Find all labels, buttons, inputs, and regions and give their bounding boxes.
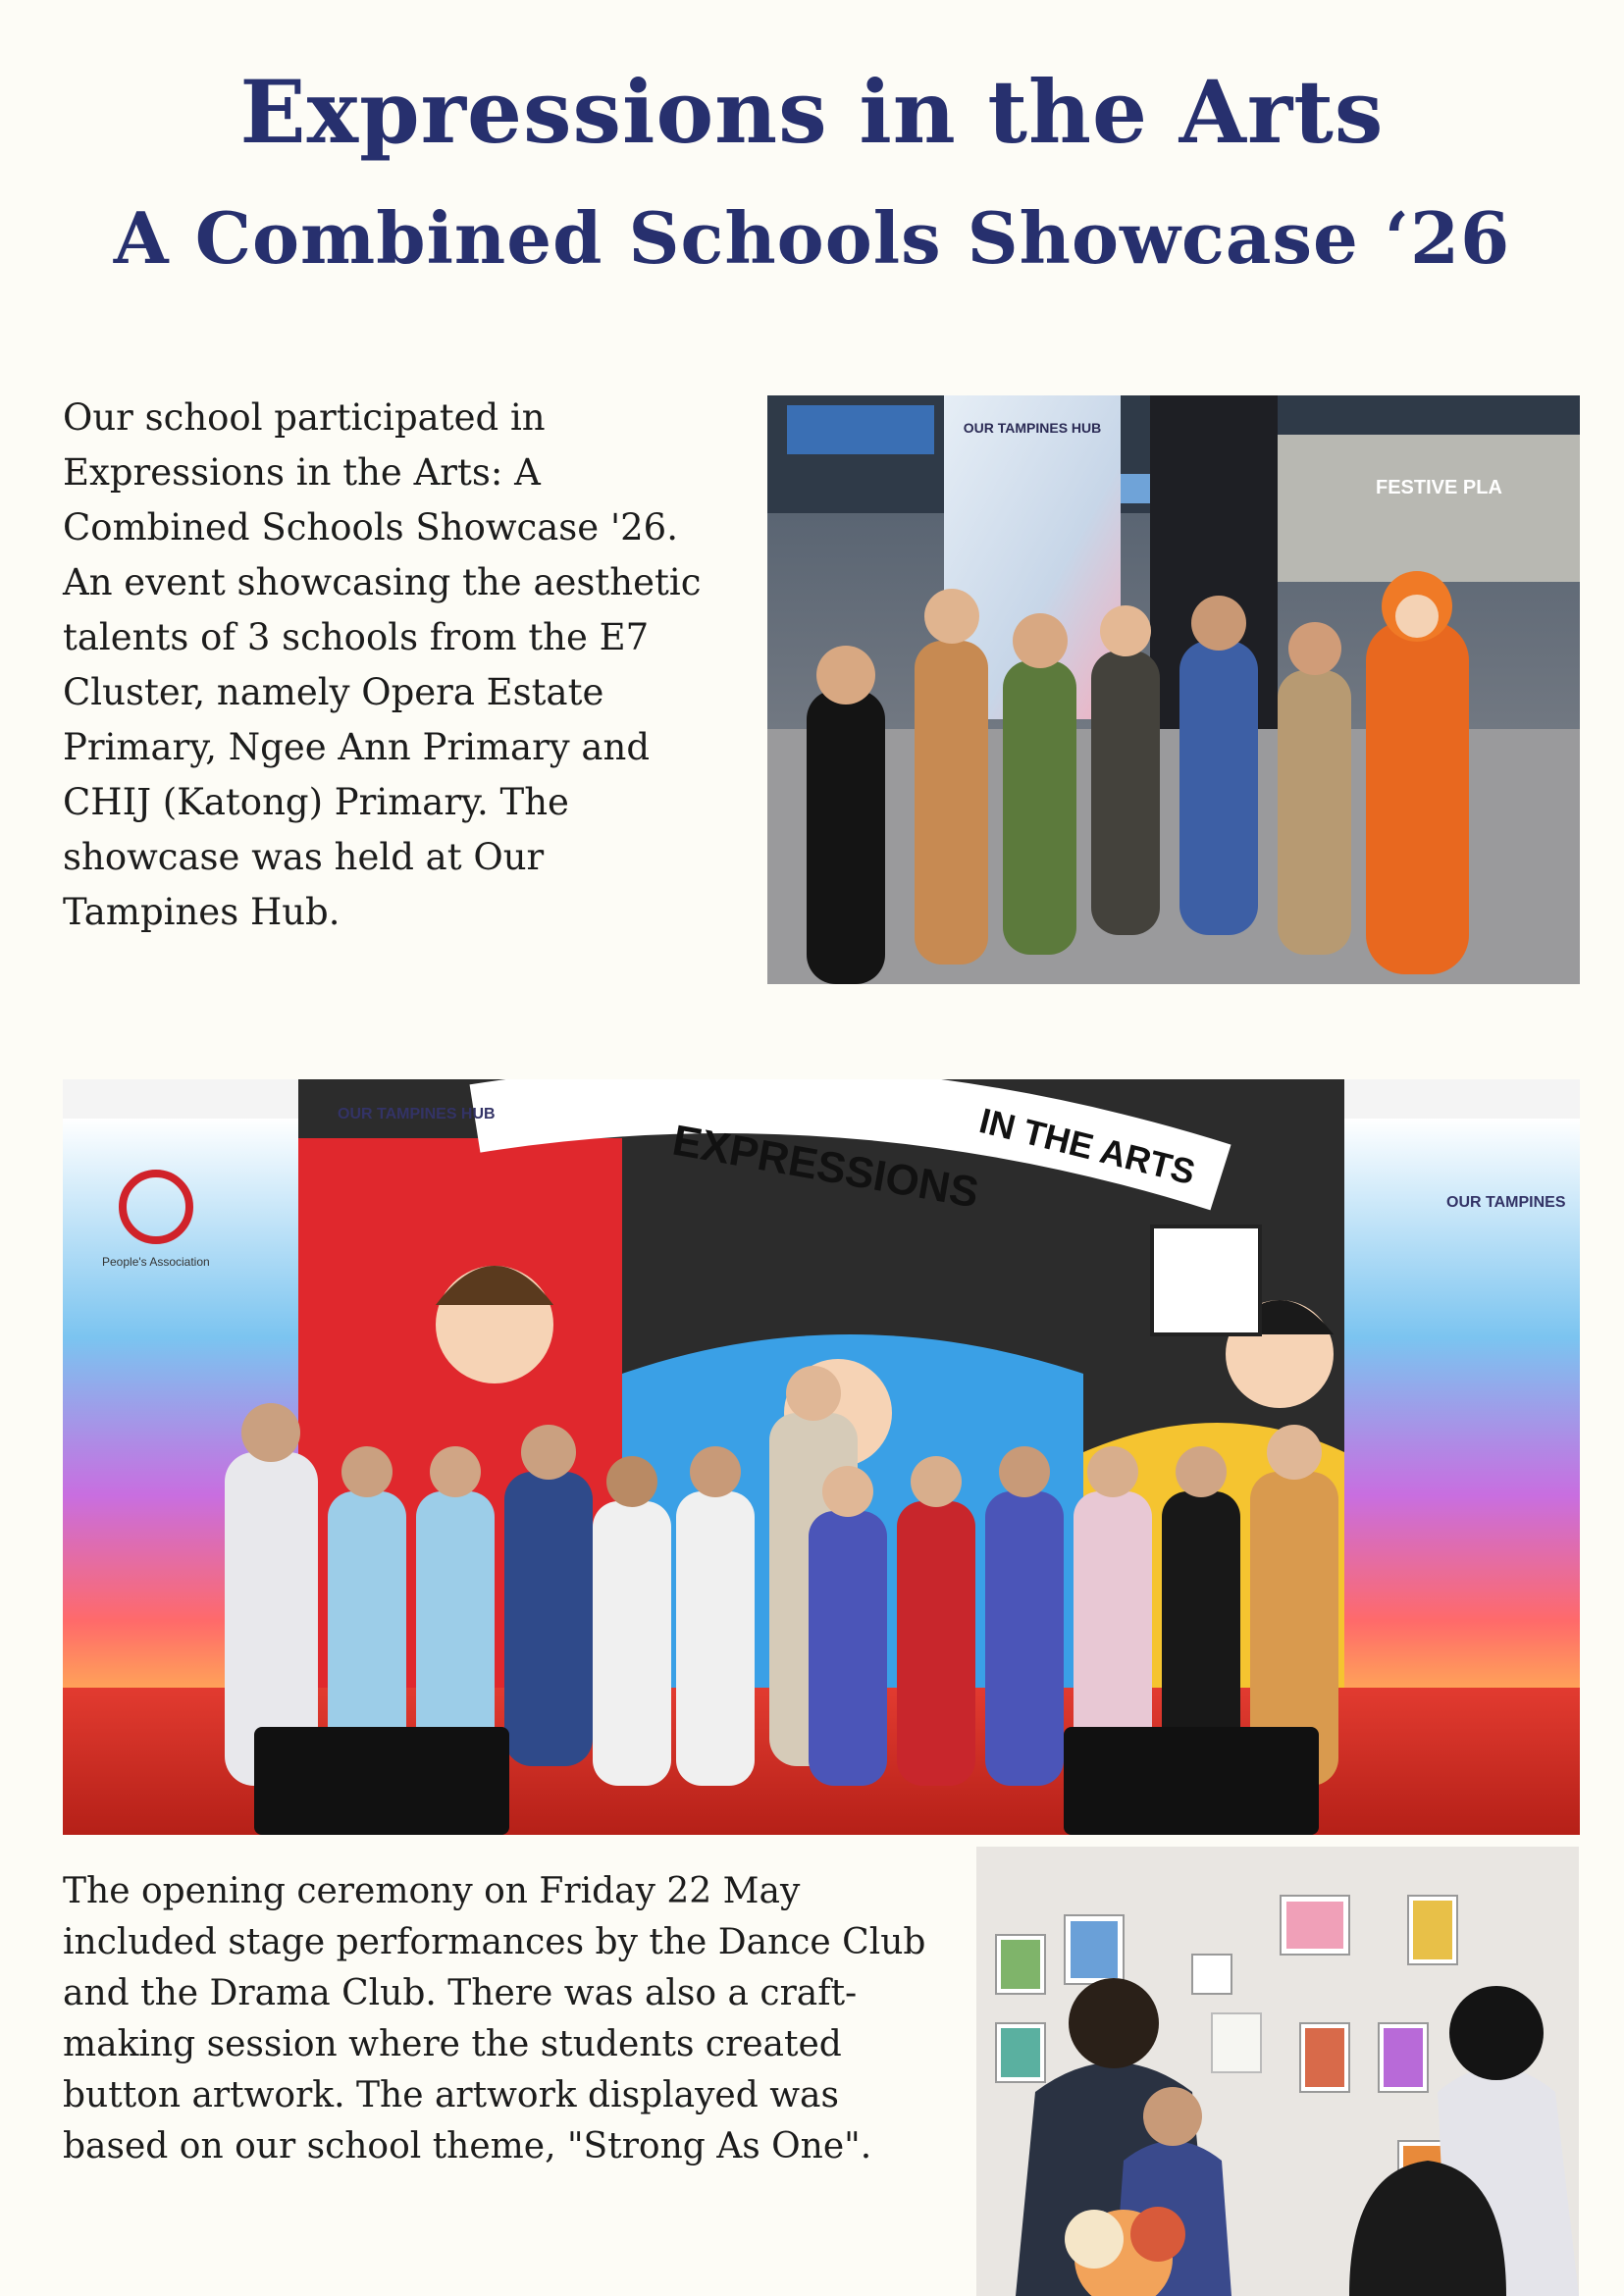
banner-arts-text: IN THE ARTS xyxy=(975,1100,1200,1193)
students-group-photo xyxy=(767,395,1580,984)
right-hub-sign: OUR TAMPINES xyxy=(1446,1194,1566,1211)
stage-hub-sign: OUR TAMPINES HUB xyxy=(338,1106,496,1122)
hub-sign-text: OUR TAMPINES HUB xyxy=(963,420,1102,436)
students-group-illustration xyxy=(767,395,1580,984)
ceremony-paragraph: The opening ceremony on Friday 22 May included stage performances by the Dance Club and the Drama Club. There was also a craft-making session where the students created button artwork. The artwork displayed was based on our school theme, "Strong As One". xyxy=(63,1871,926,2166)
artwork-display-illustration xyxy=(976,1847,1579,2296)
artwork-display-photo xyxy=(976,1847,1579,2296)
stage-group-photo xyxy=(63,1079,1580,1835)
pa-label: People's Association xyxy=(102,1255,210,1269)
page-subtitle: A Combined Schools Showcase ‘26 xyxy=(113,196,1511,280)
banner-expressions-text: EXPRESSIONS xyxy=(668,1116,982,1218)
festive-sign-text: FESTIVE PLA xyxy=(1376,477,1502,498)
stage-group-illustration xyxy=(63,1079,1580,1835)
right-speaker xyxy=(1064,1727,1319,1835)
left-speaker xyxy=(254,1727,509,1835)
intro-paragraph: Our school participated in Expressions in the Arts: A Combined Schools Showcase '26. An event showcasing the aesthetic talents of 3 schools from the E7 Cluster, namely Opera Estate Primary, Ngee Ann Primary and CHIJ (Katong) Primary. The showcase was held at Our Tampines Hub. xyxy=(63,396,702,933)
page-title: Expressions in the Arts xyxy=(239,61,1385,163)
